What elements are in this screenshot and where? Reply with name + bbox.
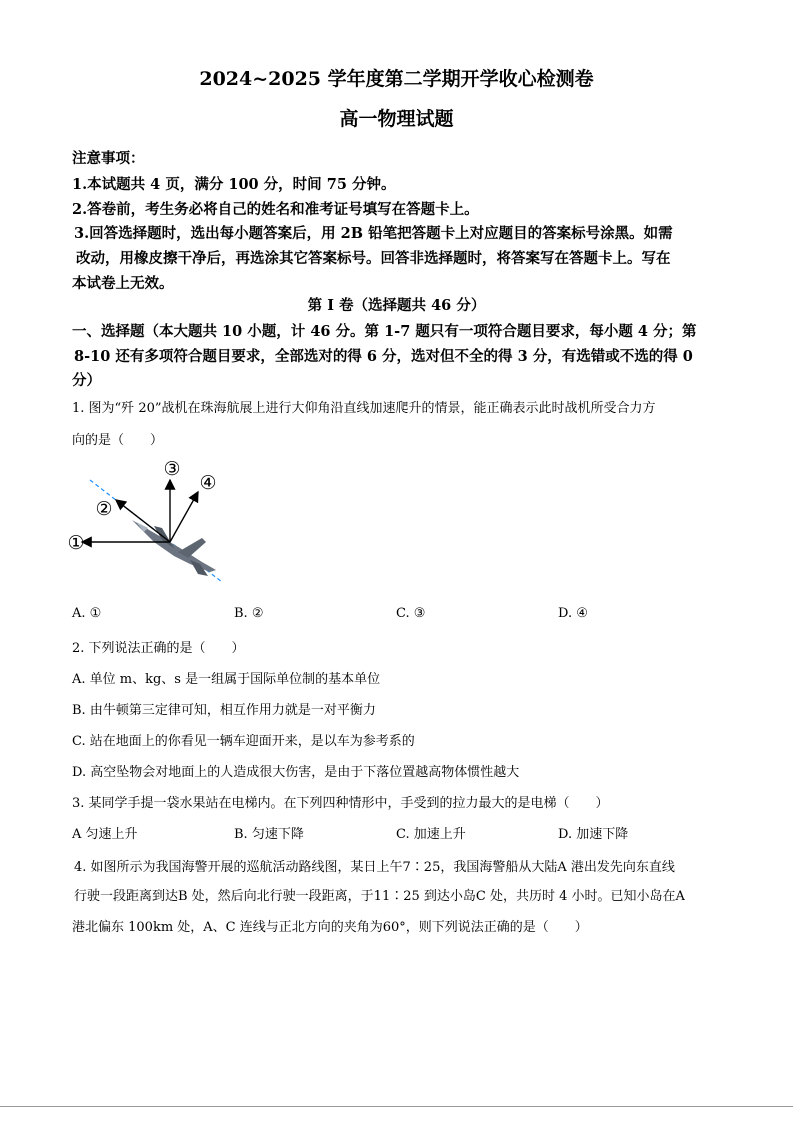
- section-instructions-line3: 分）: [72, 372, 101, 389]
- exam-subtitle: 高一物理试题: [339, 108, 454, 130]
- q1-force-diagram: [67, 452, 230, 588]
- q1-option-b: B. ②: [234, 606, 264, 621]
- q1-option-c: C. ③: [396, 606, 426, 621]
- exam-title: 2024~2025 学年度第二学期开学收心检测卷: [199, 68, 594, 90]
- q3-option-c: C. 加速上升: [396, 827, 466, 842]
- label-1: ①: [67, 532, 85, 554]
- label-4: ④: [199, 472, 217, 494]
- section-instructions-line2: 8-10 还有多项符合题目要求，全部选对的得 6 分，选对但不全的得 3 分，有选错或不选的得 0: [74, 348, 693, 365]
- note-item-1: 1.本试题共 4 页，满分 100 分，时间 75 分钟。: [72, 176, 396, 193]
- q4-stem-line3: 港北偏东 100km 处，A、C 连线与正北方向的夹角为60°，则下列说法正确的是（ ）: [72, 920, 588, 935]
- label-3: ③: [163, 458, 181, 480]
- q1-option-a: A. ①: [72, 606, 102, 621]
- section-title: 第 I 卷（选择题共 46 分）: [307, 297, 486, 314]
- force-arrow-4: [170, 492, 198, 542]
- q2-option-c: C. 站在地面上的你看见一辆车迎面开来，是以车为参考系的: [72, 734, 415, 749]
- jet-fighter-icon: [132, 520, 216, 576]
- page-bottom-rule: [0, 1106, 793, 1107]
- q3-stem: 3. 某同学手提一袋水果站在电梯内。在下列四种情形中，手受到的拉力最大的是电梯（ ）: [72, 796, 609, 811]
- note-item-2: 2.答卷前，考生务必将自己的姓名和准考证号填写在答题卡上。: [72, 201, 479, 218]
- q4-stem-line1: 4. 如图所示为我国海警开展的巡航活动路线图，某日上午7∶25，我国海警船从大陆A 港出发先向东直线: [74, 860, 675, 875]
- q1-option-d: D. ④: [558, 606, 588, 621]
- q3-option-d: D. 加速下降: [558, 827, 629, 842]
- q1-stem-line2: 向的是（ ）: [72, 433, 164, 448]
- note-item-3-line3: 本试卷上无效。: [72, 275, 174, 292]
- q4-stem-line2: 行驶一段距离到达B 处，然后向北行驶一段距离，于11∶25 到达小岛C 处，共历时 4 小时。已知小岛在A: [74, 889, 685, 904]
- note-item-3-line2: 改动，用橡皮擦干净后，再选涂其它答案标号。回答非选择题时，将答案写在答题卡上。写在: [76, 250, 671, 267]
- q2-stem: 2. 下列说法正确的是（ ）: [72, 641, 245, 656]
- q2-option-d: D. 高空坠物会对地面上的人造成很大伤害，是由于下落位置越高物体惯性越大: [72, 765, 520, 780]
- q2-option-b: B. 由牛顿第三定律可知，相互作用力就是一对平衡力: [72, 703, 376, 718]
- label-2: ②: [95, 498, 113, 520]
- q3-option-a: A 匀速上升: [72, 827, 138, 842]
- section-instructions-line1: 一、选择题（本大题共 10 小题，计 46 分。第 1-7 题只有一项符合题目要求，每小题 4 分；第: [72, 323, 697, 340]
- q1-stem-line1: 1. 图为“歼 20”战机在珠海航展上进行大仰角沿直线加速爬升的情景，能正确表示此时战机所受合力方: [72, 401, 656, 416]
- note-item-3-line1: 3.回答选择题时，选出每小题答案后，用 2B 铅笔把答题卡上对应题目的答案标号涂黑。如需: [74, 225, 673, 242]
- q2-option-a: A. 单位 m、kg、s 是一组属于国际单位制的基本单位: [72, 672, 381, 687]
- force-arrow-2: [116, 500, 170, 542]
- notes-heading: 注意事项：: [72, 150, 145, 167]
- q3-option-b: B. 匀速下降: [234, 827, 304, 842]
